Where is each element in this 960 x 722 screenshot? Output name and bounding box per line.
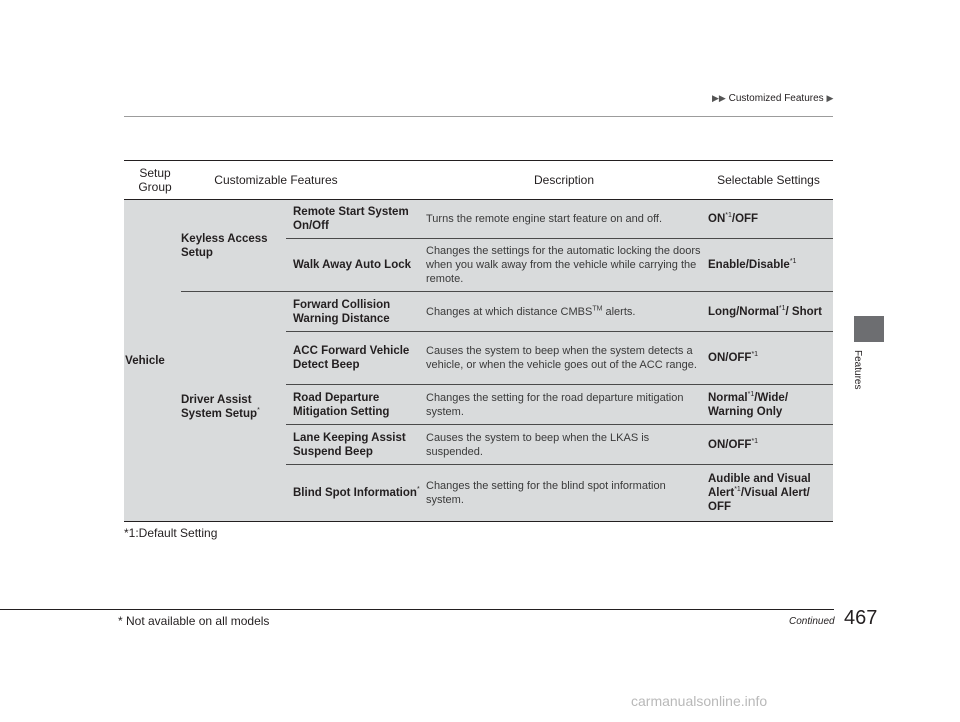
description-text: Changes the settings for the automatic locking the doors when you walk away from the vehicle while carrying the remote. [426,245,701,285]
section-tab-label-wrap [854,350,884,410]
header-rule [124,116,833,117]
header-customizable-features: Customizable Features [214,173,338,187]
settings-cell [708,200,830,238]
default-marker: *1 [725,212,732,220]
table-body [124,199,833,522]
setup-group-label: Vehicle [125,354,165,367]
description-cell [426,332,701,384]
default-marker: *1 [778,304,786,312]
double-arrow-icon: ▶▶ [712,93,726,103]
description-text: Causes the system to beep when the system detects a vehicle, or when the vehicle goes out of the ACC range. [426,345,697,371]
header-setup-group: Setup Group [138,166,172,194]
footnote-marker: * [416,486,420,494]
feature-label: Walk Away Auto Lock [293,259,412,271]
feature-label: Blind Spot Information* [293,486,420,499]
description-text: Changes the setting for the road departure mitigation system. [426,391,684,418]
watermark: carmanualsonline.info [631,693,768,709]
feature-cell [293,385,423,424]
description-cell [426,465,701,521]
feature-cell [293,332,423,384]
subgroup-label: Keyless Access Setup [181,232,268,259]
feature-label: ACC Forward Vehicle Detect Beep [293,345,410,371]
description-cell [426,425,701,464]
feature-label: Road Departure Mitigation Setting [293,391,390,418]
default-marker: *1 [734,486,741,494]
description-text: Changes the setting for the blind spot information system. [426,480,666,506]
settings-text: Normal$^{*1}$/Wide/ Warning Only [708,390,789,418]
default-setting-footnote: *1:Default Setting [124,526,218,540]
arrow-icon: ▶ [826,93,834,103]
table-header [124,161,833,199]
settings-text: Audible and Visual Alert$^{*1}$/Visual Alert/ OFF [708,473,811,513]
feature-cell [293,425,423,464]
settings-cell [708,385,830,424]
settings-text: ON$^{*1}$/OFF [708,212,759,225]
footer-rule-left [0,609,118,610]
page-number: 467 [844,607,878,629]
settings-cell [708,332,830,384]
description-cell [426,385,701,424]
feature-cell [293,200,423,238]
feature-cell [293,239,423,291]
default-marker: *1 [789,258,797,266]
setup-group-cell [124,200,166,521]
feature-label: Remote Start System On/Off [293,206,409,232]
header-selectable-settings: Selectable Settings [717,173,820,187]
description-cell [426,200,701,238]
settings-text: Long/Normal$^{*1}$/ Short [708,304,822,318]
description-cell [426,292,701,331]
section-tab-label: Features [852,350,863,390]
description-text: Changes at which distance CMBS™ alerts. [426,304,636,318]
section-tab[interactable] [854,316,884,342]
feature-label: Lane Keeping Assist Suspend Beep [293,431,406,458]
subgroup-cell [181,200,281,291]
settings-cell [708,239,830,291]
breadcrumb-section[interactable]: Customized Features [728,93,824,104]
footer-rule [118,609,834,610]
subgroup-cell [181,292,281,521]
settings-cell [708,425,830,464]
continued-label: Continued [789,616,835,627]
breadcrumb [712,93,833,104]
default-marker: *1 [747,390,755,398]
settings-text: Enable/Disable$^{*1}$ [708,258,797,271]
description-text: Causes the system to beep when the LKAS is suspended. [426,431,650,458]
settings-text: ON/OFF$^{*1}$ [708,437,759,451]
description-cell [426,239,701,291]
settings-text: ON/OFF$^{*1}$ [708,351,759,364]
default-marker: *1 [751,437,759,445]
subgroup-label: Driver Assist System Setup* [181,393,260,420]
customized-features-table [124,160,833,522]
default-marker: *1 [751,351,759,359]
description-text: Turns the remote engine start feature on and off. [426,213,663,225]
settings-cell [708,465,830,521]
feature-cell [293,465,423,521]
trademark-marker: TM [592,304,603,312]
footnote-marker: * [257,406,260,414]
availability-note: * Not available on all models [118,614,270,628]
header-description: Description [533,173,595,187]
feature-cell [293,292,423,331]
feature-label: Forward Collision Warning Distance [293,298,391,325]
settings-cell [708,292,830,331]
